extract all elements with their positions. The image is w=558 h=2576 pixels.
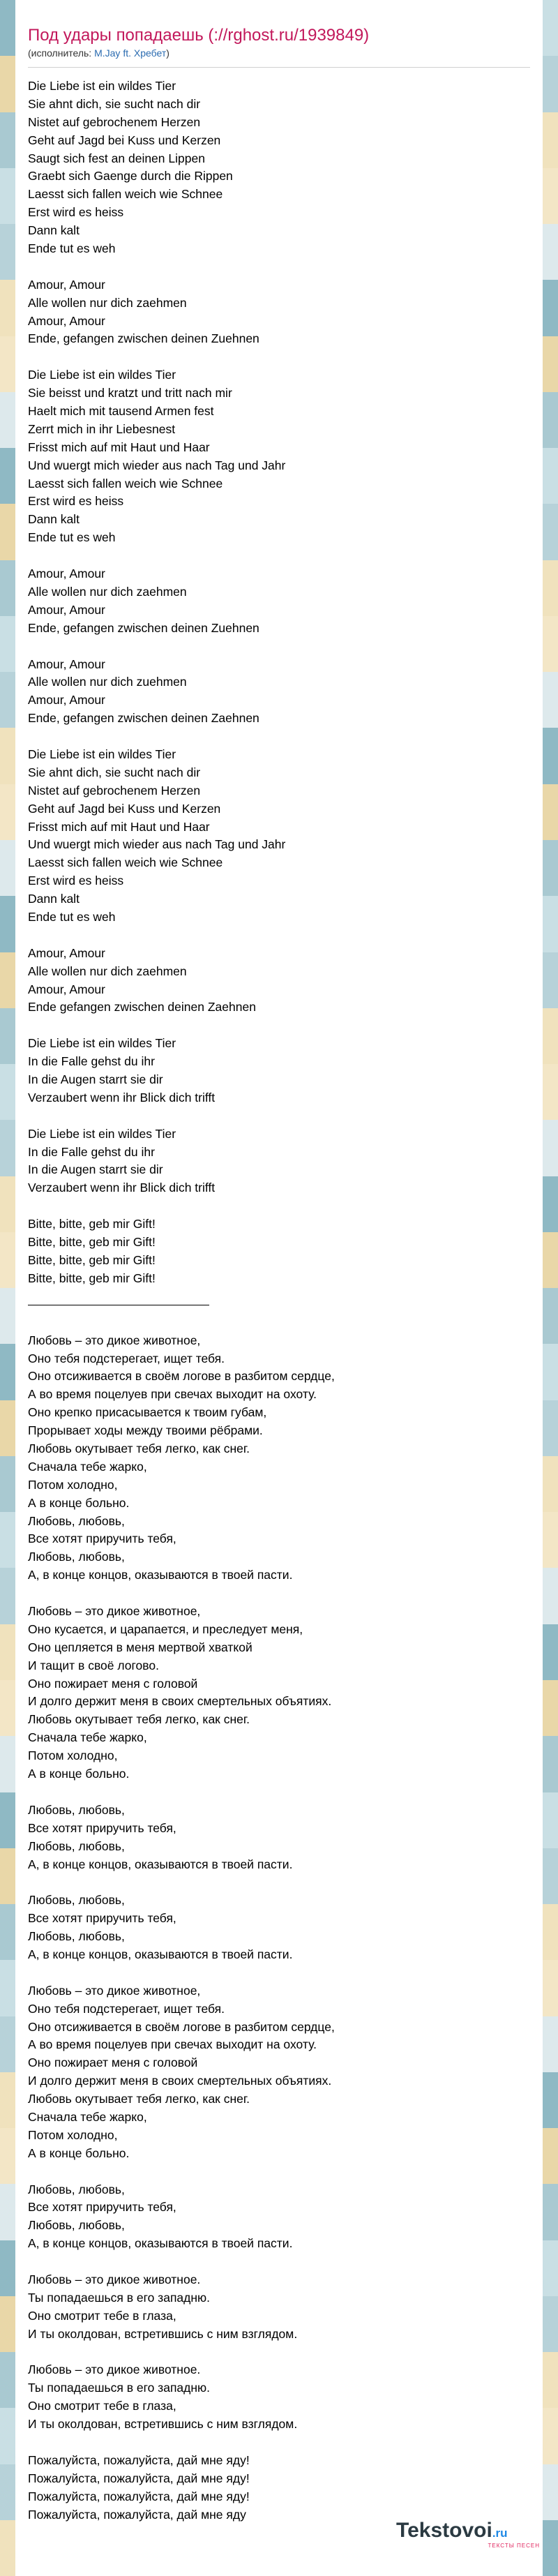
- stripe-segment: [0, 2352, 15, 2408]
- lyric-line: Amour, Amour: [28, 313, 105, 328]
- lyric-line: Оно смотрит тебе в глаза,: [28, 2308, 176, 2323]
- stripe-segment: [543, 2408, 558, 2464]
- lyric-line: Все хотят приручить тебя,: [28, 1532, 176, 1546]
- stripe-segment: [543, 2016, 558, 2072]
- lyric-line: Erst wird es heiss: [28, 205, 124, 220]
- translation-stanza: [28, 2361, 530, 2434]
- stripe-segment: [543, 728, 558, 784]
- stripe-segment: [0, 1344, 15, 1400]
- stripe-segment: [543, 1512, 558, 1568]
- lyric-line: Die Liebe ist ein wildes Tier: [28, 747, 176, 761]
- stanza-gap: [28, 348, 530, 366]
- stripe-segment: [543, 672, 558, 728]
- stripe-segment: [0, 448, 15, 504]
- stripe-segment: [543, 2072, 558, 2128]
- stanza-gap: [28, 1964, 530, 1982]
- stripe-segment: [0, 728, 15, 784]
- stripe-segment: [543, 1456, 558, 1512]
- stripe-segment: [0, 1176, 15, 1232]
- stripe-segment: [543, 1232, 558, 1288]
- lyric-line: Frisst mich auf mit Haut und Haar: [28, 440, 210, 454]
- stripe-segment: [0, 560, 15, 616]
- performer-line: [28, 46, 530, 60]
- lyric-line: Любовь – это дикое животное,: [28, 1983, 201, 1998]
- logo-tagline: ТЕКСТЫ ПЕСЕН: [488, 2543, 540, 2549]
- song-title[interactable]: Под удары попадаешь (://rghost.ru/1939849): [28, 26, 370, 45]
- lyric-line: А во время поцелуев при свечах выходит на охоту.: [28, 1387, 317, 1402]
- translation-stanza: [28, 2271, 530, 2344]
- stripe-segment: [543, 168, 558, 224]
- lyric-line: Ende tut es weh: [28, 530, 116, 545]
- stripe-segment: [543, 0, 558, 56]
- translation-stanza: [28, 2181, 530, 2254]
- lyric-line: Потом холодно,: [28, 1477, 118, 1492]
- translation-stanza: [28, 1892, 530, 1964]
- original-stanza: [28, 276, 530, 349]
- lyric-line: Оно отсиживается в своём логове в разбитом сердце,: [28, 2019, 335, 2034]
- stripe-segment: [0, 1568, 15, 1624]
- lyric-line: И тащит в своё логово.: [28, 1658, 159, 1672]
- original-stanza: [28, 77, 530, 258]
- stripe-segment: [543, 1176, 558, 1232]
- translation-stanza: [28, 1802, 530, 1874]
- stripe-segment: [543, 448, 558, 504]
- lyric-line: Alle wollen nur dich zaehmen: [28, 584, 187, 599]
- lyric-line: А, в конце концов, оказываются в твоей пасти.: [28, 1947, 293, 1961]
- stripe-segment: [543, 2352, 558, 2408]
- lyric-line: Все хотят приручить тебя,: [28, 1820, 176, 1835]
- stripe-segment: [0, 1680, 15, 1736]
- stripe-segment: [0, 672, 15, 728]
- stanza-gap: [28, 1197, 530, 1215]
- lyric-line: Nistet auf gebrochenem Herzen: [28, 783, 201, 797]
- lyric-line: Оно смотрит тебе в глаза,: [28, 2399, 176, 2413]
- lyric-line: Laesst sich fallen weich wie Schnee: [28, 476, 223, 491]
- stanza-gap: [28, 547, 530, 565]
- stripe-segment: [0, 1904, 15, 1960]
- lyric-line: Любовь, любовь,: [28, 1839, 125, 1853]
- logo-tld: .ru: [492, 2526, 508, 2540]
- stripe-segment: [543, 840, 558, 896]
- lyric-line: Amour, Amour: [28, 277, 105, 292]
- stripe-segment: [543, 1848, 558, 1904]
- lyric-line: Ende, gefangen zwischen deinen Zuehnen: [28, 620, 259, 635]
- stripe-segment: [543, 2464, 558, 2520]
- stripe-segment: [0, 1064, 15, 1120]
- original-stanza: [28, 1125, 530, 1198]
- translation-stanza: [28, 2452, 530, 2524]
- lyric-line: Любовь, любовь,: [28, 1893, 125, 1908]
- stripe-segment: [0, 2184, 15, 2240]
- original-stanza: [28, 565, 530, 638]
- stanza-gap: [28, 1107, 530, 1125]
- stripe-segment: [0, 2072, 15, 2128]
- lyric-line: Dann kalt: [28, 892, 80, 906]
- stripe-segment: [543, 1736, 558, 1792]
- lyric-line: Пожалуйста, пожалуйста, дай мне яду!: [28, 2453, 250, 2467]
- stripe-segment: [0, 392, 15, 448]
- stripe-segment: [0, 2520, 15, 2576]
- lyric-line: Die Liebe ist ein wildes Tier: [28, 79, 176, 93]
- stripe-segment: [543, 336, 558, 392]
- lyric-line: А, в конце концов, оказываются в твоей пасти.: [28, 1857, 293, 1871]
- stripe-segment: [0, 112, 15, 168]
- stanza-gap: [28, 2163, 530, 2181]
- lyric-line: Verzaubert wenn ihr Blick dich trifft: [28, 1181, 216, 1195]
- lyric-line: Laesst sich fallen weich wie Schnee: [28, 187, 223, 202]
- stripe-segment: [543, 504, 558, 560]
- stanza-gap: [28, 1873, 530, 1892]
- lyric-line: Die Liebe ist ein wildes Tier: [28, 1126, 176, 1141]
- stripe-segment: [543, 280, 558, 336]
- lyric-line: Geht auf Jagd bei Kuss und Kerzen: [28, 133, 221, 147]
- lyric-line: Und wuergt mich wieder aus nach Tag und Jahr: [28, 837, 286, 852]
- stripe-segment: [543, 2296, 558, 2352]
- lyric-line: Amour, Amour: [28, 657, 105, 671]
- stripe-segment: [0, 336, 15, 392]
- stripe-segment: [0, 2464, 15, 2520]
- stripe-segment: [543, 560, 558, 616]
- stripe-segment: [543, 1288, 558, 1344]
- lyric-line: Потом холодно,: [28, 1748, 118, 1763]
- lyric-line: In die Falle gehst du ihr: [28, 1054, 155, 1069]
- lyric-line: Die Liebe ist ein wildes Tier: [28, 1036, 176, 1051]
- stripe-segment: [543, 1568, 558, 1624]
- stripe-segment: [0, 2128, 15, 2184]
- lyric-line: Любовь – это дикое животное.: [28, 2272, 201, 2286]
- lyric-line: Оно цепляется в меня мертвой хваткой: [28, 1640, 252, 1654]
- stripe-segment: [0, 224, 15, 280]
- performer-close: ): [166, 47, 169, 59]
- lyric-line: Пожалуйста, пожалуйста, дай мне яду!: [28, 2489, 250, 2503]
- lyric-line: Любовь, любовь,: [28, 1929, 125, 1944]
- stripe-segment: [543, 1624, 558, 1680]
- stanza-gap: [28, 1585, 530, 1603]
- stanza-gap: [28, 258, 530, 276]
- lyric-line: In die Augen starrt sie dir: [28, 1162, 163, 1177]
- site-logo[interactable]: [396, 2519, 550, 2561]
- lyric-line: Любовь, любовь,: [28, 1802, 125, 1817]
- stripe-segment: [0, 784, 15, 840]
- lyric-line: In die Augen starrt sie dir: [28, 1072, 163, 1086]
- lyric-line: А в конце больно.: [28, 1767, 130, 1781]
- stripe-segment: [543, 1344, 558, 1400]
- stripe-segment: [543, 56, 558, 112]
- stanza-gap: [28, 2434, 530, 2452]
- stripe-segment: [0, 1400, 15, 1456]
- stanza-gap: [28, 2253, 530, 2271]
- lyric-line: Sie ahnt dich, sie sucht nach dir: [28, 765, 201, 779]
- lyric-line: Verzaubert wenn ihr Blick dich trifft: [28, 1090, 216, 1104]
- logo-text: [396, 2519, 550, 2543]
- left-decorative-stripes: [0, 0, 15, 2576]
- lyric-line: Оно тебя подстерегает, ищет тебя.: [28, 1351, 225, 1365]
- translation-stanza: [28, 1603, 530, 1783]
- lyric-line: Sie beisst und kratzt und tritt nach mir: [28, 386, 232, 400]
- stripe-segment: [0, 1792, 15, 1848]
- stripe-segment: [0, 896, 15, 952]
- stripe-segment: [543, 224, 558, 280]
- lyric-line: Любовь, любовь,: [28, 1550, 125, 1564]
- stripe-segment: [543, 2240, 558, 2296]
- stripe-segment: [0, 1120, 15, 1176]
- original-stanza: [28, 1215, 530, 1288]
- lyric-line: Любовь, любовь,: [28, 2182, 125, 2196]
- stripe-segment: [0, 1736, 15, 1792]
- lyric-line: Потом холодно,: [28, 2127, 118, 2142]
- stripe-segment: [0, 2240, 15, 2296]
- stripe-segment: [0, 1848, 15, 1904]
- lyric-line: Все хотят приручить тебя,: [28, 2200, 176, 2215]
- stripe-segment: [543, 1400, 558, 1456]
- stripe-segment: [0, 616, 15, 672]
- original-stanza: [28, 656, 530, 728]
- lyric-line: Erst wird es heiss: [28, 874, 124, 888]
- lyric-line: Оно пожирает меня с головой: [28, 2055, 198, 2070]
- performer-label: (исполнитель:: [28, 47, 92, 59]
- title-divider: [28, 67, 530, 68]
- lyric-line: А в конце больно.: [28, 2146, 130, 2160]
- stripe-segment: [0, 504, 15, 560]
- lyric-line: Die Liebe ist ein wildes Tier: [28, 368, 176, 382]
- stripe-segment: [0, 0, 15, 56]
- lyric-line: Ende tut es weh: [28, 909, 116, 924]
- lyric-line: Dann kalt: [28, 512, 80, 527]
- stripe-segment: [543, 952, 558, 1008]
- lyric-line: А в конце больно.: [28, 1495, 130, 1510]
- stripe-segment: [0, 840, 15, 896]
- lyric-line: Ты попадаешься в его западню.: [28, 2290, 211, 2305]
- lyric-line: Ende tut es weh: [28, 241, 116, 256]
- lyric-line: Erst wird es heiss: [28, 494, 124, 509]
- lyric-line: Ende, gefangen zwischen deinen Zaehnen: [28, 711, 259, 726]
- stripe-segment: [543, 784, 558, 840]
- lyric-line: Сначала тебе жарко,: [28, 1730, 147, 1745]
- lyric-line: И долго держит меня в своих смертельных объятиях.: [28, 2074, 332, 2088]
- lyric-line: In die Falle gehst du ihr: [28, 1144, 155, 1159]
- stripe-segment: [0, 952, 15, 1008]
- stripe-segment: [0, 1456, 15, 1512]
- lyric-line: Оно пожирает меня с головой: [28, 1676, 198, 1691]
- lyric-line: Saugt sich fest an deinen Lippen: [28, 151, 205, 165]
- lyric-line: Bitte, bitte, geb mir Gift!: [28, 1252, 156, 1267]
- lyric-line: Пожалуйста, пожалуйста, дай мне яду: [28, 2507, 246, 2522]
- stripe-segment: [543, 1680, 558, 1736]
- stripe-segment: [543, 112, 558, 168]
- lyric-line: Оно тебя подстерегает, ищет тебя.: [28, 2001, 225, 2016]
- stripe-segment: [0, 1960, 15, 2016]
- performer-link[interactable]: M.Jay ft. Хребет: [94, 47, 167, 59]
- lyric-line: И ты околдован, встретившись с ним взглядом.: [28, 2326, 298, 2341]
- lyric-line: Bitte, bitte, geb mir Gift!: [28, 1217, 156, 1231]
- lyric-line: Amour, Amour: [28, 945, 105, 960]
- lyric-line: Прорывает ходы между твоими рёбрами.: [28, 1423, 263, 1438]
- stanza-gap: [28, 1017, 530, 1035]
- stripe-segment: [0, 2296, 15, 2352]
- stripe-segment: [0, 2016, 15, 2072]
- lyrics-original: [28, 77, 530, 1288]
- right-decorative-stripes: [543, 0, 558, 2576]
- stanza-gap: [28, 728, 530, 746]
- lyric-line: Alle wollen nur dich zaehmen: [28, 295, 187, 310]
- lyric-line: Любовь окутывает тебя легко, как снег.: [28, 1712, 250, 1727]
- stripe-segment: [543, 1008, 558, 1064]
- lyric-line: Nistet auf gebrochenem Herzen: [28, 114, 201, 129]
- original-stanza: [28, 746, 530, 927]
- lyric-line: Любовь окутывает тебя легко, как снег.: [28, 1441, 250, 1456]
- original-stanza: [28, 1035, 530, 1107]
- translation-stanza: [28, 1332, 530, 1585]
- original-stanza: [28, 366, 530, 547]
- lyric-line: Оно крепко присасывается к твоим губам,: [28, 1405, 267, 1420]
- stanza-gap: [28, 1783, 530, 1802]
- lyric-line: Amour, Amour: [28, 982, 105, 996]
- lyric-line: И ты околдован, встретившись с ним взглядом.: [28, 2417, 298, 2432]
- translation-stanza: [28, 1982, 530, 2163]
- lyric-line: Сначала тебе жарко,: [28, 2109, 147, 2124]
- stripe-segment: [0, 1624, 15, 1680]
- stripe-segment: [543, 1960, 558, 2016]
- lyric-line: А во время поцелуев при свечах выходит на охоту.: [28, 2037, 317, 2052]
- stanza-gap: [28, 638, 530, 656]
- lyric-line: Любовь – это дикое животное,: [28, 1333, 201, 1347]
- lyric-line: Сначала тебе жарко,: [28, 1459, 147, 1474]
- stripe-segment: [543, 2184, 558, 2240]
- lyric-line: Ende gefangen zwischen deinen Zaehnen: [28, 1000, 256, 1014]
- lyric-line: Alle wollen nur dich zuehmen: [28, 675, 187, 689]
- stripe-segment: [543, 1904, 558, 1960]
- lyric-line: Все хотят приручить тебя,: [28, 1911, 176, 1926]
- lyric-line: Graebt sich Gaenge durch die Rippen: [28, 169, 233, 184]
- lyric-line: Ты попадаешься в его западню.: [28, 2381, 211, 2395]
- lyric-line: Alle wollen nur dich zaehmen: [28, 964, 187, 978]
- stripe-segment: [543, 616, 558, 672]
- stripe-segment: [0, 1288, 15, 1344]
- lyric-line: Amour, Amour: [28, 602, 105, 617]
- lyric-line: Amour, Amour: [28, 693, 105, 707]
- stanza-gap: [28, 927, 530, 945]
- lyric-line: Laesst sich fallen weich wie Schnee: [28, 855, 223, 870]
- lyric-line: Bitte, bitte, geb mir Gift!: [28, 1235, 156, 1249]
- lyric-line: Любовь, любовь,: [28, 2218, 125, 2233]
- stripe-segment: [543, 1792, 558, 1848]
- lyric-line: Frisst mich auf mit Haut und Haar: [28, 819, 210, 834]
- original-stanza: [28, 945, 530, 1017]
- lyric-line: Bitte, bitte, geb mir Gift!: [28, 1271, 156, 1285]
- lyric-line: Amour, Amour: [28, 567, 105, 581]
- page-content: [28, 25, 530, 2524]
- stripe-segment: [543, 1064, 558, 1120]
- stanza-gap: [28, 2344, 530, 2362]
- lyric-line: Geht auf Jagd bei Kuss und Kerzen: [28, 801, 221, 816]
- stripe-segment: [0, 1008, 15, 1064]
- logo-name: Tekstovoi: [396, 2519, 492, 2542]
- stripe-segment: [0, 56, 15, 112]
- lyric-line: А, в конце концов, оказываются в твоей пасти.: [28, 1568, 293, 1582]
- lyric-line: И долго держит меня в своих смертельных объятиях.: [28, 1694, 332, 1709]
- lyric-line: Любовь окутывает тебя легко, как снег.: [28, 2092, 250, 2106]
- stripe-segment: [543, 1120, 558, 1176]
- lyric-line: Любовь – это дикое животное,: [28, 1604, 201, 1619]
- stripe-segment: [0, 1512, 15, 1568]
- lyric-line: Ende, gefangen zwischen deinen Zuehnen: [28, 331, 259, 346]
- lyric-line: Оно кусается, и царапается, и преследует меня,: [28, 1622, 303, 1636]
- stripe-segment: [0, 1232, 15, 1288]
- lyric-line: Sie ahnt dich, sie sucht nach dir: [28, 96, 201, 111]
- stripe-segment: [543, 896, 558, 952]
- lyric-line: А, в конце концов, оказываются в твоей пасти.: [28, 2236, 293, 2251]
- stripe-segment: [0, 168, 15, 224]
- lyrics-translation: [28, 1332, 530, 2524]
- stripe-segment: [543, 2128, 558, 2184]
- lyric-line: Пожалуйста, пожалуйста, дай мне яду!: [28, 2471, 250, 2485]
- stripe-segment: [0, 280, 15, 336]
- lyric-line: Zerrt mich in ihr Liebesnest: [28, 421, 176, 436]
- lyric-line: Любовь, любовь,: [28, 1513, 125, 1528]
- lyric-line: Любовь – это дикое животное.: [28, 2362, 201, 2377]
- stripe-segment: [543, 392, 558, 448]
- lyric-line: Dann kalt: [28, 223, 80, 238]
- lyric-line: Haelt mich mit tausend Armen fest: [28, 404, 214, 419]
- stripe-segment: [0, 2408, 15, 2464]
- lyric-line: Оно отсиживается в своём логове в разбитом сердце,: [28, 1369, 335, 1384]
- lyric-line: Und wuergt mich wieder aus nach Tag und Jahr: [28, 458, 286, 472]
